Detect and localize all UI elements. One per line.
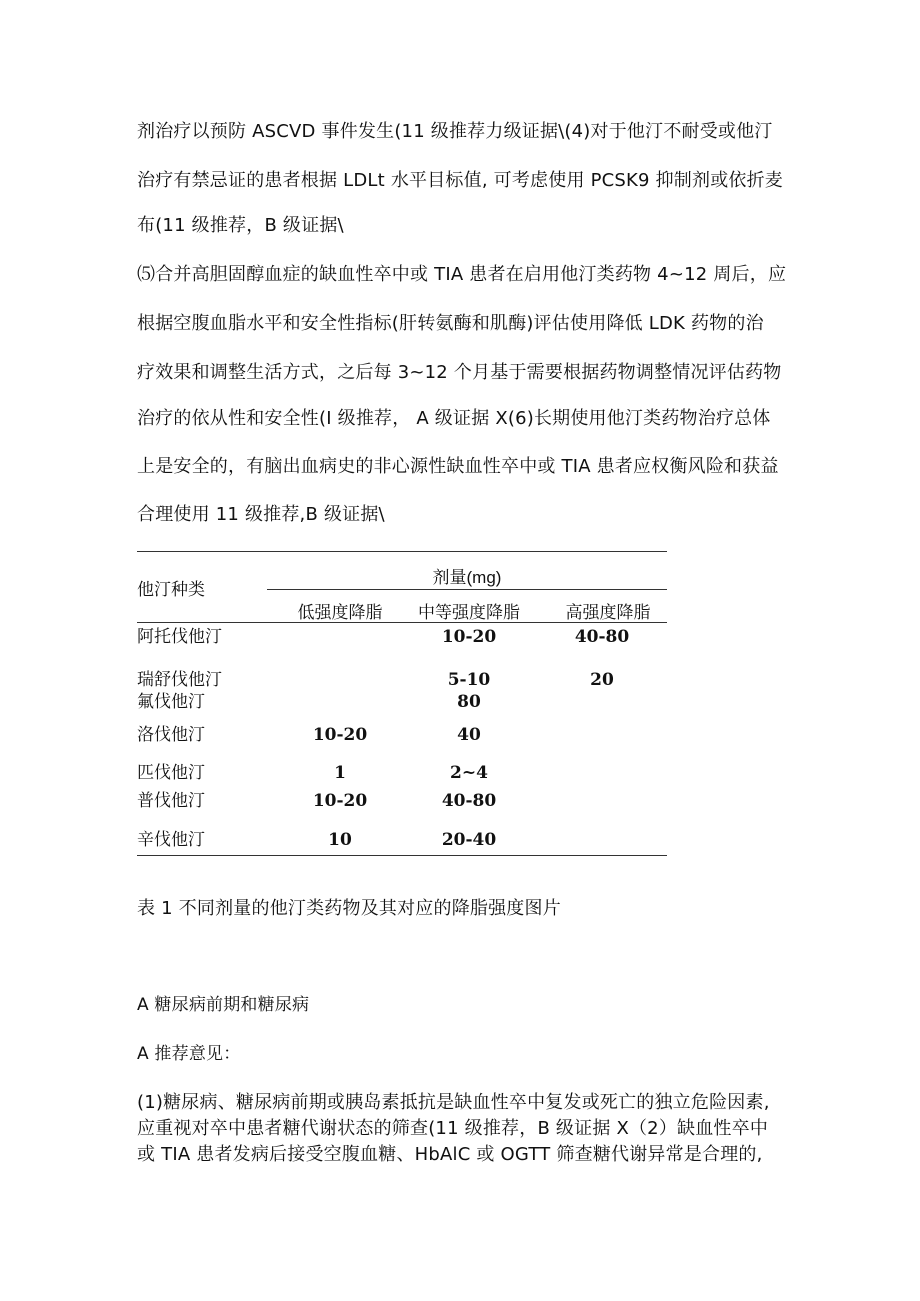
row-rosuvastatin-mid: 5-10 [447,670,491,690]
row-atorvastatin-mid: 10-20 [441,627,497,647]
row-simvastatin-name: 辛伐他汀 [137,830,205,850]
recommendation-title: A 推荐意见： [137,1044,241,1064]
paragraph-2-line-2: 根据空腹血脂水平和安全性指标(肝转氨酶和肌酶)评估使用降低 LDK 药物的治 [137,313,764,334]
paragraph-3-line-1: (1)糖尿病、糖尿病前期或胰岛素抵抗是缺血性卒中复发或死亡的独立危险因素, [137,1092,770,1113]
row-rosuvastatin-name: 瑞舒伐他汀 [137,670,222,690]
row-lovastatin-name: 洛伐他汀 [137,725,205,745]
row-pravastatin-mid: 40-80 [441,791,497,811]
row-pravastatin-name: 普伐他汀 [137,791,205,811]
row-pravastatin-low: 10-20 [312,791,368,811]
table-bottom-rule [137,855,667,856]
paragraph-1-line-1: 剂治疗以预防 ASCVD 事件发生(11 级推荐力级证据\(4)对于他汀不耐受或他汀 [137,121,773,142]
statin-table [137,551,667,857]
row-fluvastatin-name: 氟伐他汀 [137,692,205,712]
paragraph-1-line-3: 布(11 级推荐，B 级证据\ [137,215,344,236]
row-atorvastatin-name: 阿托伐他汀 [137,627,222,647]
paragraph-2-line-5: 上是安全的，有脑出血病史的非心源性缺血性卒中或 TIA 患者应权衡风险和获益 [137,456,779,477]
paragraph-2-line-6: 合理使用 11 级推荐,B 级证据\ [137,504,385,525]
row-rosuvastatin-high: 20 [590,670,614,690]
header-statin-type: 他汀种类 [137,580,205,600]
row-pitavastatin-name: 匹伐他汀 [137,763,205,783]
row-simvastatin-low: 10 [328,830,352,850]
paragraph-3-line-3: 或 TIA 患者发病后接受空腹血糖、HbAlC 或 OGTT 筛查糖代谢异常是合理的, [137,1144,763,1165]
table-dose-rule [267,589,667,590]
row-pitavastatin-low: 1 [334,763,346,783]
paragraph-1-line-2: 治疗有禁忌证的患者根据 LDLt 水平目标值, 可考虑使用 PCSK9 抑制剂或依折麦 [137,170,784,191]
row-lovastatin-mid: 40 [457,725,481,745]
row-simvastatin-mid: 20-40 [441,830,497,850]
table-top-rule [137,551,667,552]
paragraph-2-line-1: ⑸合并高胆固醇血症的缺血性卒中或 TIA 患者在启用他汀类药物 4~12 周后，应 [137,264,787,285]
header-low-intensity: 低强度降脂 [297,603,383,623]
paragraph-2-line-3: 疗效果和调整生活方式，之后每 3~12 个月基于需要根据药物调整情况评估药物 [137,362,782,383]
row-pitavastatin-mid: 2~4 [450,763,488,783]
header-dose: 剂量(mg) [432,568,502,587]
row-atorvastatin-high: 40-80 [574,627,630,647]
paragraph-2-line-4: 治疗的依从性和安全性(I 级推荐， A 级证据 X(6)长期使用他汀类药物治疗总体 [137,408,771,429]
table-caption: 表 1 不同剂量的他汀类药物及其对应的降脂强度图片 [137,898,561,919]
header-moderate-intensity: 中等强度降脂 [418,603,520,623]
paragraph-3-line-2: 应重视对卒中患者糖代谢状态的筛查(11 级推荐，B 级证据 X（2）缺血性卒中 [137,1118,769,1139]
row-lovastatin-low: 10-20 [312,725,368,745]
row-fluvastatin-mid: 80 [457,692,481,712]
header-high-intensity: 高强度降脂 [565,603,651,623]
section-title: A 糖尿病前期和糖尿病 [137,995,310,1015]
